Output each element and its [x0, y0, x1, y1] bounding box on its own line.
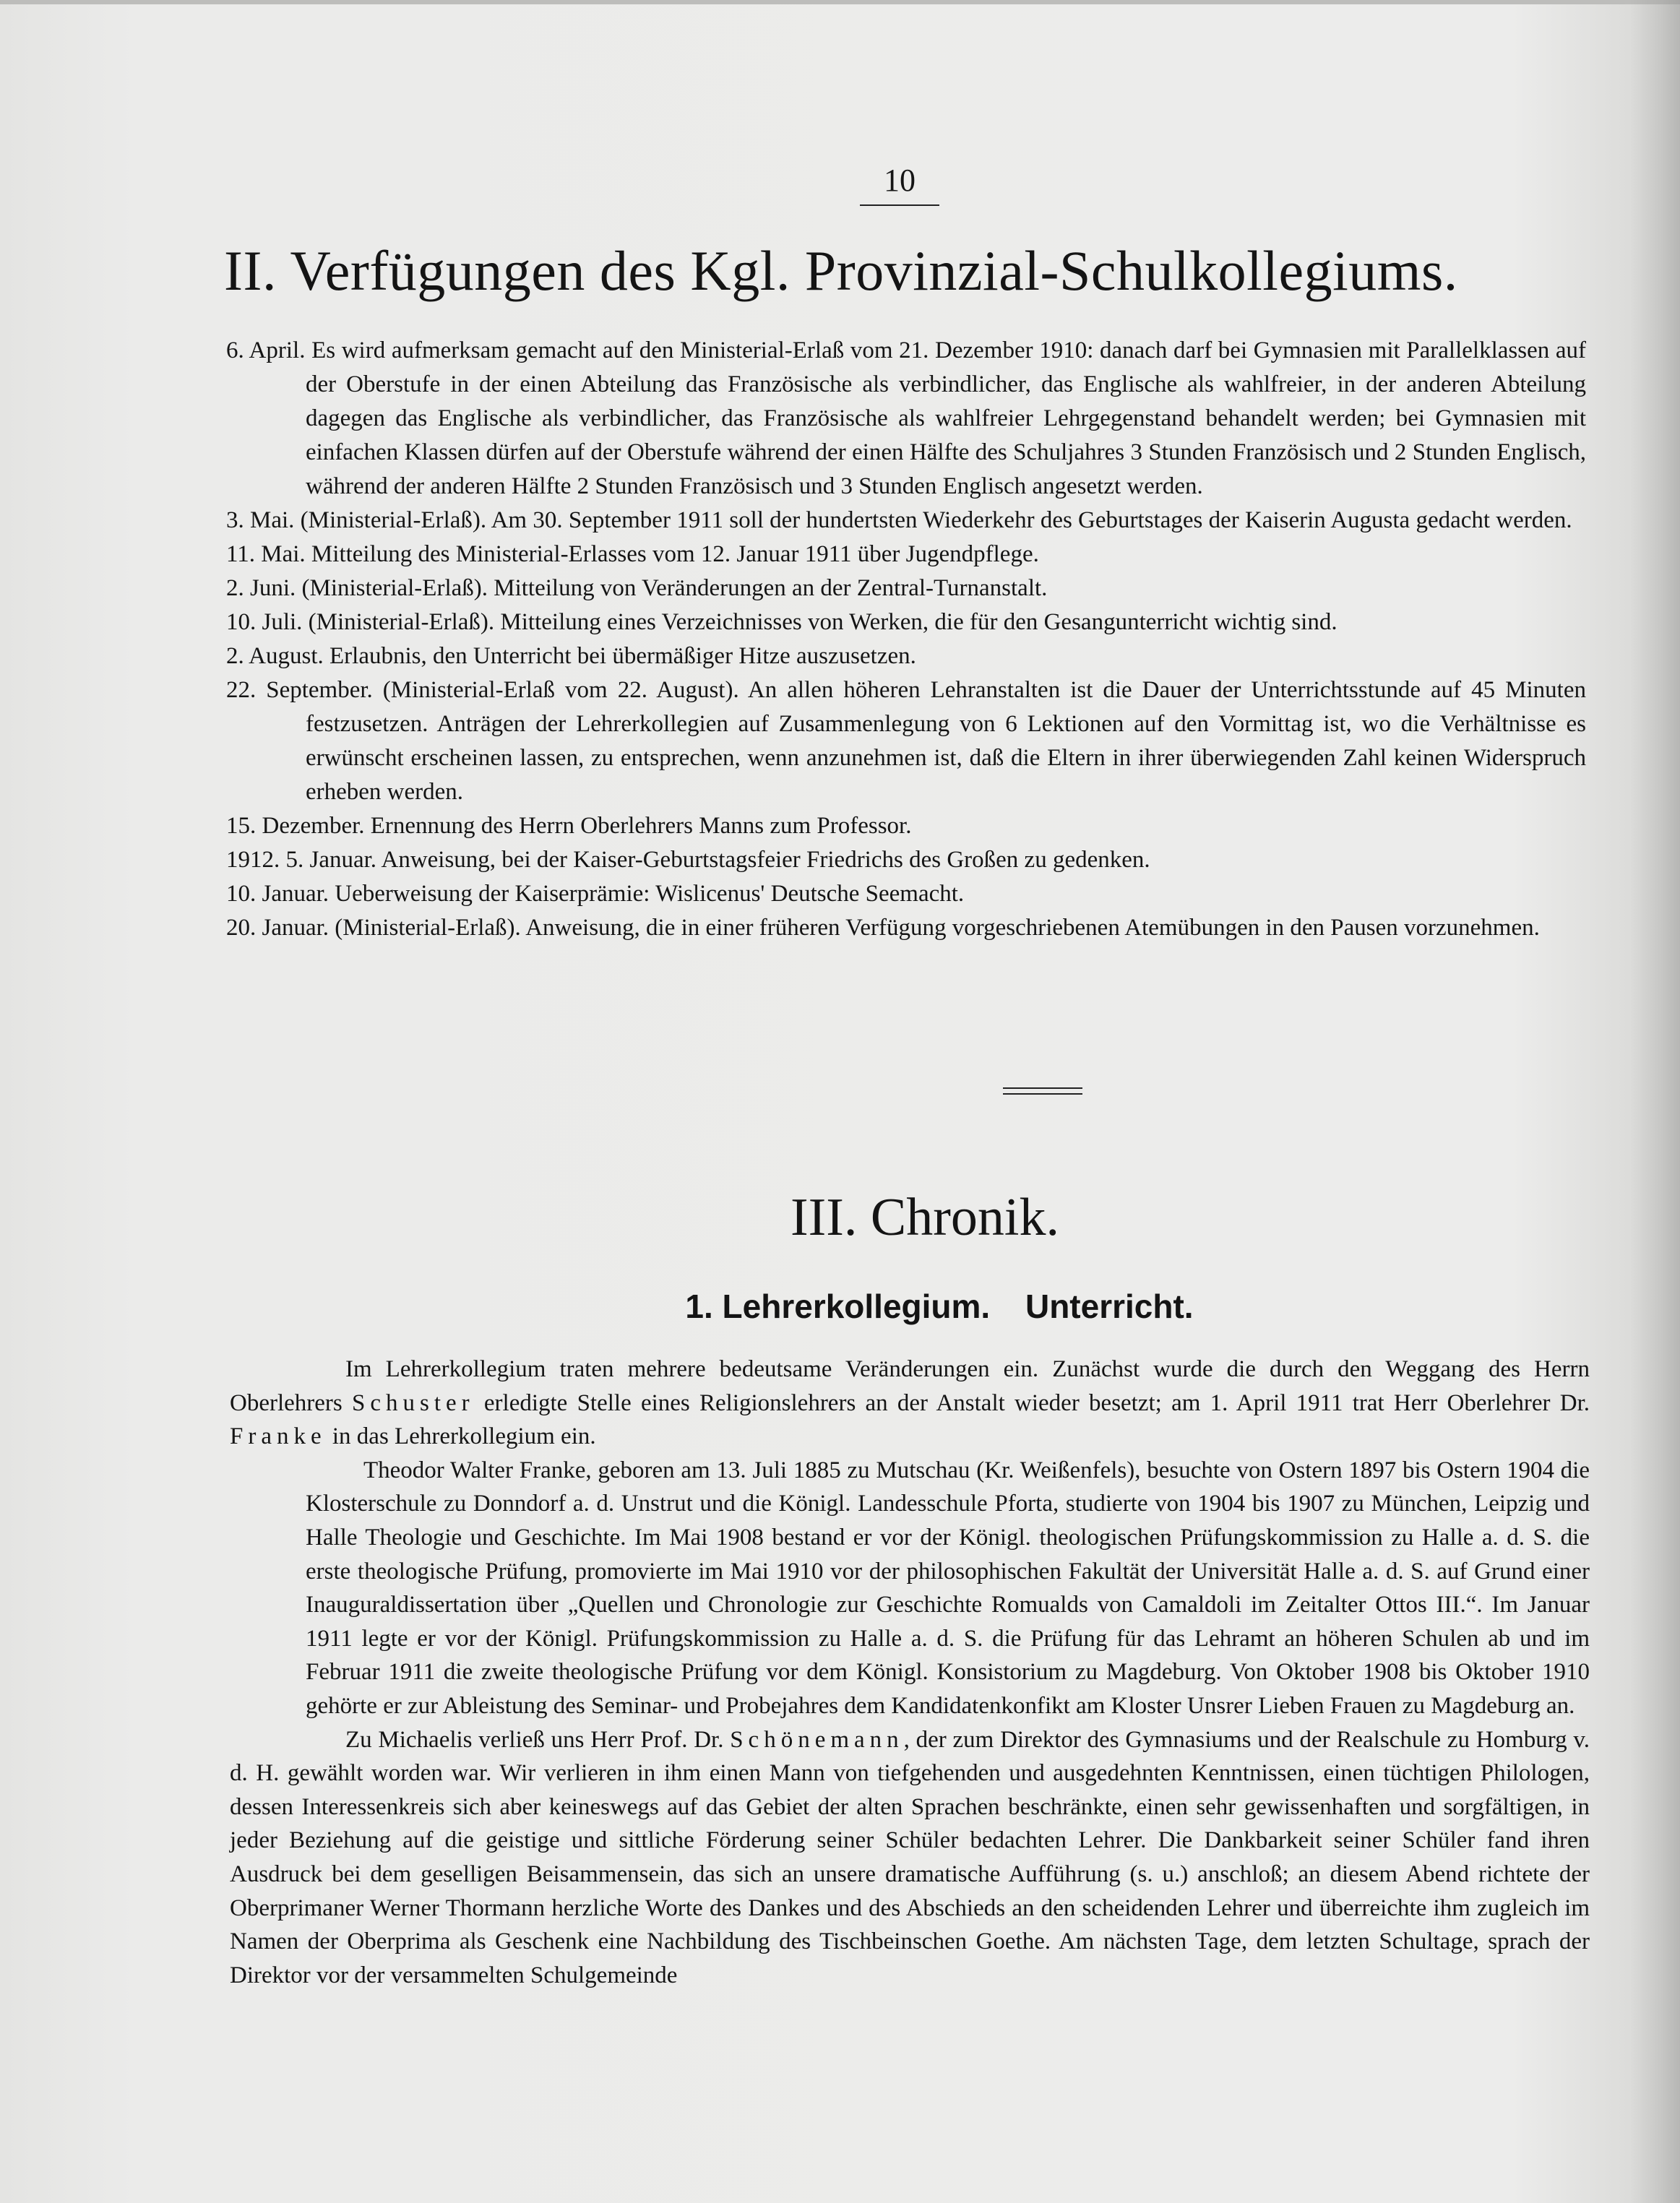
- decree-entry: 6. April. Es wird aufmerksam gemacht auf den Ministerial-Erlaß vom 21. Dezember 1910: danach darf bei Gymnasien mit Parallelklassen auf der Oberstufe in der einen Abteilung das Französische als verbindlicher, das Englische als wahlfreier, in der anderen Abteilung dagegen das Englische als verbindlicher, das Französische als wahlfreier Lehrgegenstand behandelt werden; bei Gymnasien mit einfachen Klassen dürfen auf der Oberstufe während der einen Hälfte des Schuljahres 3 Stunden Französisch und 2 Stunden Englisch, während der anderen Hälfte 2 Stunden Französisch und 3 Stunden Englisch angesetzt werden.: [226, 337, 1586, 499]
- decree-entry: 22. September. (Ministerial-Erlaß vom 22. August). An allen höheren Lehranstalten ist die Dauer der Unterrichtsstunde auf 45 Minuten festzusetzen. Anträgen der Lehrerkollegien auf Zusammenlegung von 6 Lektionen auf den Vormittag ist, wo die Verhältnisse es erwünscht erscheinen lassen, zu entsprechen, wenn anzunehmen ist, daß die Eltern in ihrer überwiegenden Zahl keinen Widerspruch erheben werden.: [226, 677, 1586, 805]
- person-name: Schönemann: [730, 1726, 904, 1753]
- biography-paragraph: Theodor Walter Franke, geboren am 13. Juli 1885 zu Mutschau (Kr. Weißenfels), besuchte von Ostern 1897 bis Ostern 1904 die Klosterschule zu Donndorf a. d. Unstrut und die Königl. Landesschule Pforta, studierte von 1904 bis 1907 zu München, Leipzig und Halle Theologie und Geschichte. Im Mai 1908 bestand er vor der Königl. theologischen Prüfungskommission zu Halle a. d. S. die erste theologische Prüfung, promovierte im Mai 1910 vor der philosophischen Fakultät der Universität Halle a. d. S. auf Grund einer Inauguraldissertation über „Quellen und Chronologie zur Geschichte Romualds von Camaldoli im Zeitalter Ottos III.“. Im Januar 1911 legte er vor der Königl. Prüfungskommission zu Halle a. d. S. die Prüfung für das Lehramt an höheren Schulen ab und im Februar 1911 die zweite theologische Prüfung vor dem Königl. Konsistorium zu Magdeburg. Von Oktober 1908 bis Oktober 1910 gehörte er zur Ableistung des Seminar- und Probejahres dem Kandidatenkonfikt am Kloster Unsrer Lieben Frauen zu Magdeburg an.: [306, 1457, 1590, 1719]
- farewell-text: Zu Michaelis verließ uns Herr Prof. Dr.: [345, 1726, 731, 1753]
- section-divider: [1003, 1087, 1082, 1099]
- person-name: Schuster: [352, 1389, 475, 1416]
- decree-entry: 1912. 5. Januar. Anweisung, bei der Kaiser-Geburtstagsfeier Friedrichs des Großen zu gedenken.: [226, 847, 1150, 873]
- decree-entry: 3. Mai. (Ministerial-Erlaß). Am 30. September 1911 soll der hundertsten Wiederkehr des Geburtstages der Kaiserin Augusta gedacht werden.: [226, 507, 1572, 533]
- top-edge-rule: [0, 0, 1680, 4]
- decree-entry: 11. Mai. Mitteilung des Ministerial-Erlasses vom 12. Januar 1911 über Jugendpflege.: [226, 541, 1039, 567]
- subheading-part-lehrerkollegium: 1. Lehrerkollegium.: [685, 1288, 991, 1325]
- decree-entry: 10. Juli. (Ministerial-Erlaß). Mitteilung eines Verzeichnisses von Werken, die für den Gesangunterricht wichtig sind.: [226, 609, 1337, 635]
- subheading-part-unterricht: Unterricht.: [1025, 1288, 1194, 1325]
- chronicle-body: [230, 1353, 1590, 1992]
- intro-text: Im Lehrerkollegium traten mehrere bedeutsame Veränderungen ein. Zunächst wurde die durch den Weggang des Herrn Oberlehrers: [230, 1356, 1590, 1416]
- intro-text: in das Lehrerkollegium ein.: [326, 1423, 596, 1450]
- section-ii-title: II. Verfügungen des Kgl. Provinzial-Schulkollegiums.: [224, 239, 1458, 302]
- page-number: 10: [884, 163, 916, 198]
- decree-entry: 20. Januar. (Ministerial-Erlaß). Anweisung, die in einer früheren Verfügung vorgeschriebenen Atemübungen in den Pausen vorzunehmen.: [226, 915, 1540, 941]
- farewell-paragraph: [230, 1723, 1590, 1993]
- decree-entry: 2. August. Erlaubnis, den Unterricht bei übermäßiger Hitze auszusetzen.: [226, 643, 916, 669]
- intro-text: erledigte Stelle eines Religionslehrers an der Anstalt wieder besetzt; am 1. April 1911 trat Herr Oberlehrer Dr.: [474, 1389, 1590, 1416]
- section-iii-title: III. Chronik.: [791, 1188, 1059, 1247]
- intro-paragraph: [230, 1353, 1590, 1454]
- section-subheading: [506, 1286, 1373, 1327]
- decree-list: [226, 334, 1586, 945]
- page-edge-shadow: [1629, 0, 1680, 2203]
- person-name: Franke: [230, 1423, 327, 1450]
- page-number-rule: [860, 204, 939, 206]
- farewell-text: , der zum Direktor des Gymnasiums und der Realschule zu Homburg v. d. H. gewählt worden war. Wir verlieren in ihm einen Mann von tiefgehenden und ausgedehnten Kenntnissen, einen tüchtigen Philologen, dessen Interessenkreis sich aber keineswegs auf das Gebiet der alten Sprachen beschränkte, einen sehr gewissenhaften und sorgfältigen, in jeder Beziehung auf die geistige und sittliche Förderung seiner Schüler bedachten Lehrer. Die Dankbarkeit seiner Schüler fand ihren Ausdruck bei dem geselligen Beisammensein, das sich an unsere dramatische Aufführung (s. u.) anschloß; an diesem Abend richtete der Oberprimaner Werner Thormann herzliche Worte des Dankes und des Abschieds an den scheidenden Lehrer und überreichte ihm zugleich im Namen der Oberprima als Geschenk eine Nachbildung des Tischbeinschen Goethe. Am nächsten Tage, dem letzten Schultage, sprach der Direktor vor der versammelten Schulgemeinde: [230, 1726, 1590, 1988]
- decree-entry: 2. Juni. (Ministerial-Erlaß). Mitteilung von Veränderungen an der Zentral-Turnanstalt.: [226, 575, 1048, 601]
- decree-entry: 15. Dezember. Ernennung des Herrn Oberlehrers Manns zum Professor.: [226, 813, 912, 839]
- decree-entry: 10. Januar. Ueberweisung der Kaiserprämie: Wislicenus' Deutsche Seemacht.: [226, 881, 965, 907]
